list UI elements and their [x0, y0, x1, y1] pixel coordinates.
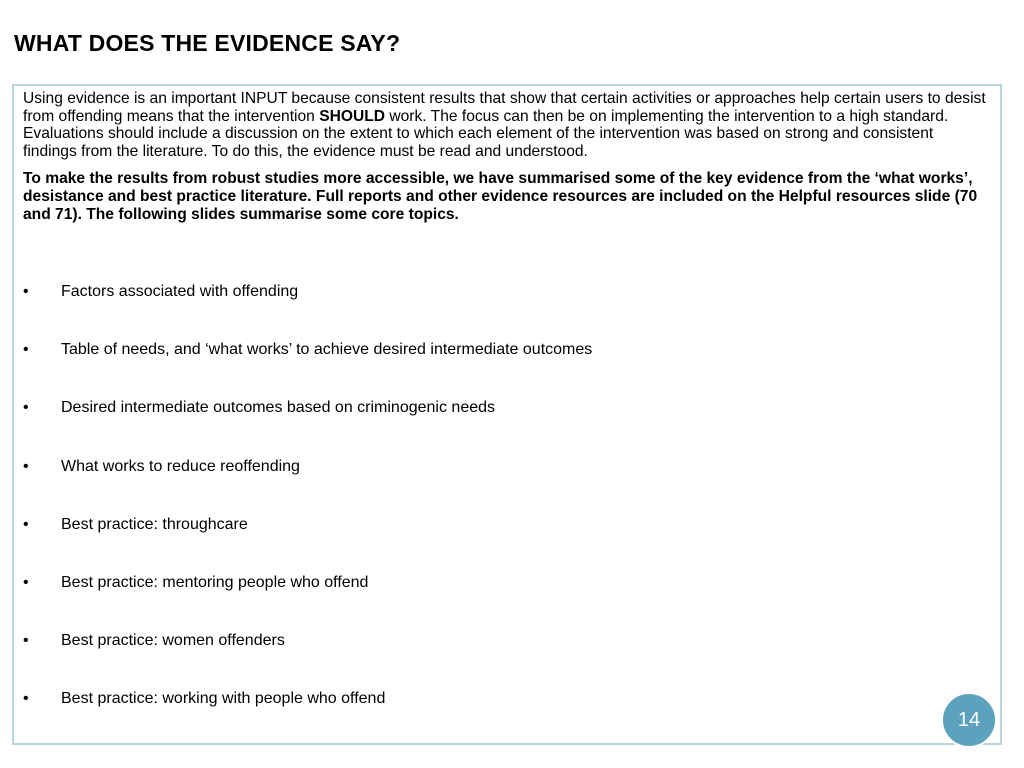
intro-emphasis: SHOULD: [319, 107, 386, 125]
topic-label: Best practice: mentoring people who offend: [61, 573, 369, 591]
page-number-badge: 14: [941, 692, 997, 748]
bullet-icon: •: [23, 399, 29, 417]
intro-text-end: work. The focus can then be on implementing the intervention to a high standard. Evaluations should include a discussion on the extent to which each element of the intervention was based on strong and consistent findings from the literature. To do this, the evidence must be read and understood.: [23, 107, 949, 160]
body-text: [23, 90, 989, 223]
topic-item: [23, 458, 592, 516]
topic-item: [23, 574, 592, 632]
bullet-icon: •: [23, 283, 29, 300]
topic-item: [23, 283, 592, 341]
topic-label: Best practice: throughcare: [61, 515, 248, 533]
topic-label: Desired intermediate outcomes based on criminogenic needs: [61, 399, 496, 417]
topic-list: [23, 283, 592, 749]
bullet-icon: •: [23, 573, 29, 591]
topic-item: [23, 632, 592, 690]
intro-text-start: Using evidence is an important INPUT because consistent results that show that certain activities or approaches help certain users to desist from offending means that the intervention: [23, 90, 986, 125]
topic-item: [23, 690, 592, 748]
bullet-icon: •: [23, 632, 29, 650]
slide-title: WHAT DOES THE EVIDENCE SAY?: [14, 30, 401, 56]
bullet-icon: •: [23, 690, 29, 708]
topic-label: Factors associated with offending: [61, 283, 299, 300]
topic-item: [23, 399, 592, 457]
bullet-icon: •: [23, 515, 29, 533]
topic-label: What works to reduce reoffending: [61, 457, 300, 475]
topic-label: Table of needs, and ‘what works’ to achieve desired intermediate outcomes: [61, 341, 593, 359]
bullet-icon: •: [23, 457, 29, 475]
topic-label: Best practice: working with people who offend: [61, 690, 386, 708]
topic-label: Best practice: women offenders: [61, 632, 285, 650]
bullet-icon: •: [23, 341, 29, 359]
topic-item: [23, 341, 592, 399]
summary-paragraph: To make the results from robust studies more accessible, we have summarised some of the key evidence from the ‘what works’, desistance and best practice literature. Full reports and other evidence resources are included on the Helpful resources slide (70 and 71). The following slides summarise some core topics.: [23, 170, 978, 223]
intro-paragraph: [23, 90, 989, 160]
topic-item: [23, 516, 592, 574]
